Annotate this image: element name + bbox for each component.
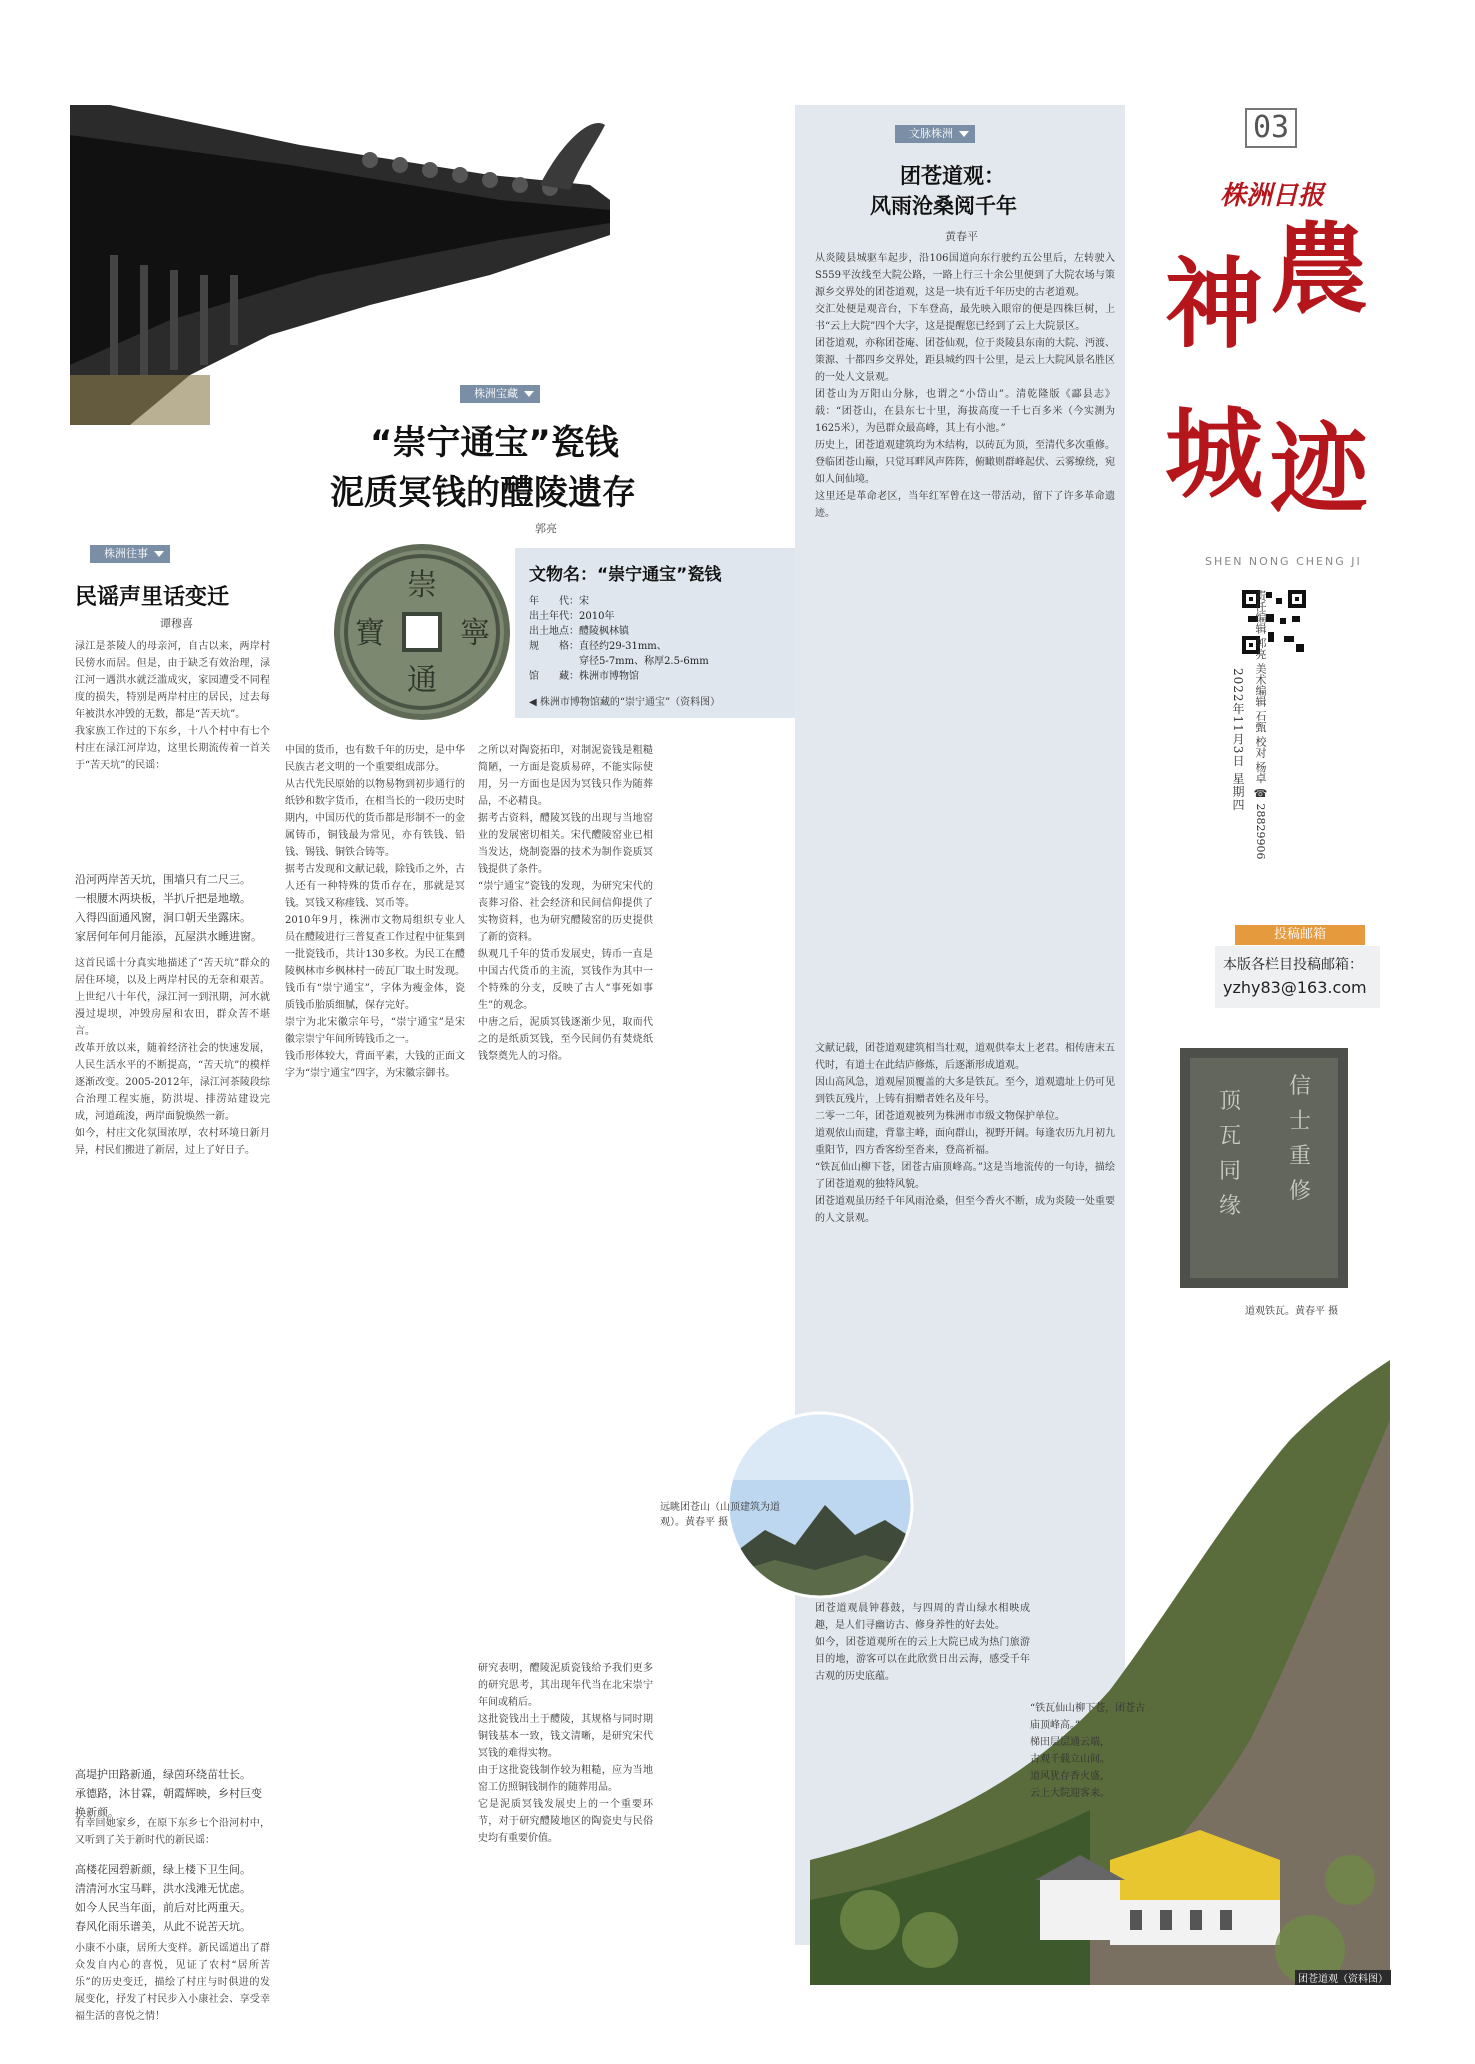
page-number: 03 [1245,108,1297,148]
paper-name-logo: 株洲日报 [1220,181,1325,211]
folk-poem-3: 高楼花园碧新颜，绿上楼下卫生间。 清清河水宝马畔，洪水浅滩无忧虑。 如今人民当年面，前后对比两重天。 春风化雨乐谱美，从此不说苦天坑。 [75,1863,251,1933]
folk-intro: 渌江是茶陵人的母亲河，自古以来，两岸村民傍水而居。但是，由于缺乏有效治理，渌江河一遇洪水就泛滥成灾，家园遭受不同程度的损失，特别是两岸村庄的居民，过去每年被洪水冲毁的无数，都是“苦天坑”。 我家族工作过的下东乡，十八个村中有七个村庄在渌江河岸边，这里长期流传着一首关于“苦天坑”的民谣： [75,641,270,771]
coin-char-bottom: 通 [407,663,437,698]
coin-body-col2: 之所以对陶瓷拓印，对制泥瓷钱是粗糙简陋，一方面是瓷质易碎，不能实际使用，另一方面也是因为冥钱只作为随葬品，不必精良。 据考古资料，醴陵冥钱的出现与当地窑业的发展密切相关。宋代醴陵窑业已相当发达，烧制瓷器的技术为制作瓷质冥钱提供了条件。 “崇宁通宝”瓷钱的发现，为研究宋代的丧葬习俗、社会经济和民间信仰提供了实物资料，也为研究醴陵窑的历史提供了新的资料。 纵观几千年的货币发展史，铸币一直是中国古代货币的主流，冥钱作为其中一个特殊的分支，反映了古人“事死如事生”的观念。 中唐之后，泥质冥钱逐渐少见，取而代之的是纸质冥钱，至今民间仍有焚烧纸钱祭奠先人的习俗。 [478,745,653,1062]
folk-article-tag: 株洲往事 [90,545,170,563]
coin-photo [330,540,515,725]
submission-label: 投稿邮箱 [1235,925,1365,945]
folk-body-2: 有幸回她家乡，在原下东乡七个沿河村中，又听到了关于新时代的新民谣： [75,1818,270,1846]
folk-article-author: 谭穆喜 [160,617,193,630]
folk-poem-2: 高堤护田路新通，绿茵环绕苗壮长。 承德路，沐甘霖，朝霞辉映，乡村巨变换新颜。 [75,1768,262,1819]
relic-row: 出土年代：2010年 [529,611,615,622]
tile-char: 顶 [1218,1089,1242,1114]
section-title-char: 城 [1165,397,1264,512]
tile-char: 修 [1288,1179,1312,1204]
folk-body-1: 这首民谣十分真实地描述了“苦天坑”群众的居住环境，以及上两岸村民的无奈和艰苦。上世纪八十年代，渌江河一到汛期，河水就漫过堤坝，冲毁房屋和农田，群众苦不堪言。 改革开放以来，随着经济社会的快速发展，人民生活水平的不断提高，“苦天坑”的模样逐渐改变。2005-2012年，渌江河茶陵段综合治理工程实施，防洪堤、排涝站建设完成，河道疏浚，两岸面貌焕然一新。 如今，村庄文化氛围浓厚，农村环境日新月异，村民们搬进了新居，过上了好日子。 [75,958,270,1156]
tile-char: 信 [1288,1074,1312,1099]
coin-caption: ◀ 株洲市博物馆藏的“崇宁通宝”（资料图） [529,697,721,708]
tile-char: 士 [1288,1109,1312,1134]
relic-row: 出土地点：醴陵枫林镇 [529,626,629,637]
mountain-caption: 远眺团苍山（山顶建筑为道观）。黄春平 摄 [660,1502,780,1528]
iron-tile-caption: 道观铁瓦。黄春平 摄 [1245,1306,1339,1317]
section-pinyin: SHEN NONG CHENG JI [1205,555,1362,568]
submission-text: 本版各栏目投稿邮箱： [1223,957,1363,973]
temple-title-line1: 团苍道观： [900,164,1005,188]
folk-body-3: 小康不小康，居所大变样。新民谣道出了群众发自内心的喜悦，见证了农村“居所苦乐”的历史变迁，描绘了村庄与时俱进的发展变化，抒发了村民步入小康社会、享受幸福生活的喜悦之情！ [75,1943,270,2022]
date-line: 2022年11月3日 星期四 [1231,668,1245,812]
temple-photo [810,1360,1390,1985]
relic-row: 年 代：宋 [529,596,589,607]
coin-body-col1: 中国的货币，也有数千年的历史，是中华民族古老文明的一个重要组成部分。 从古代先民原始的以物易物到初步通行的纸钞和数字货币，在相当长的一段历史时期内，中国历代的货币都是形制不一的金属铸币，铜钱最为常见，亦有铁钱、铅钱、锡钱、铜铁合铸等。 据考古发现和文献记载，除钱币之外，古人还有一种特殊的货币存在，那就是冥钱。冥钱又称瘗钱、冥币等。 2010年9月，株洲市文物局组织专业人员在醴陵进行三普复查工作过程中征集到一批瓷钱币，共计130多枚。为民工在醴陵枫林市乡枫林村一砖瓦厂取土时发现。钱币有“崇宁通宝”，字体为瘦金体，瓷质钱币胎质细腻，保存完好。 崇宁为北宋徽宗年号，“崇宁通宝”是宋徽宗崇宁年间所铸钱币之一。 钱币形体较大，背面平素，大钱的正面文字为“崇宁通宝”四字，为宋徽宗御书。 [285,745,465,1079]
coin-char-right: 寧 [460,616,490,651]
temple-author: 黄春平 [945,230,978,243]
editors-line: 责任编辑 郭亮 美术编辑 石甄 校对 杨卓 ☎ 28829906 [1254,590,1267,860]
section-title-char: 神 [1165,247,1264,362]
section-title-char: 迹 [1270,412,1369,527]
relic-title: 文物名：“崇宁通宝”瓷钱 [529,565,722,585]
relic-info-box [515,548,815,718]
coin-article-author: 郭亮 [535,522,557,535]
coin-article-title-line1: “崇宁通宝”瓷钱 [370,423,619,463]
roof-photo [70,105,610,425]
temple-title-line2: 风雨沧桑阅千年 [870,194,1017,218]
coin-body-col3: 研究表明，醴陵泥质瓷钱给予我们更多的研究思考，其出现年代当在北宋崇宁年间或稍后。 这批瓷钱出土于醴陵，其规格与同时期铜钱基本一致，钱文清晰，是研究宋代冥钱的难得实物。 由于这批瓷钱制作较为粗糙，应为当地窑工仿照铜钱制作的随葬用品。 它是泥质冥钱发展史上的一个重要环节，对于研究醴陵地区的陶瓷史与民俗史均有重要价值。 [478,1663,653,1844]
tile-char: 重 [1288,1144,1312,1169]
submission-email: yzhy83@163.com [1223,978,1367,997]
coin-article-tag: 株洲宝藏 [460,385,540,403]
temple-body-col3: 团苍道观晨钟暮鼓，与四周的青山绿水相映成趣，是人们寻幽访古、修身养性的好去处。 如今，团苍道观所在的云上大院已成为热门旅游目的地，游客可以在此欣赏日出云海，感受千年古观的历史底蕴。 [815,1603,1030,1682]
tile-char: 同 [1218,1159,1242,1184]
relic-row: 穿径5-7mm、称厚2.5-6mm [529,656,709,667]
section-title-char: 農 [1270,212,1369,327]
tile-char: 瓦 [1218,1124,1242,1149]
relic-row: 馆 藏：株洲市博物馆 [529,671,639,682]
qr-code [1240,588,1308,656]
temple-article-tag: 文脉株洲 [895,125,975,143]
folk-article-title: 民谣声里话变迁 [75,585,230,610]
temple-photo-caption: 团苍道观（资料图） [1295,1970,1391,1985]
temple-body-col1: 从炎陵县城驱车起步，沿106国道向东行驶约五公里后，左转驶入S559平汝线至大院公路，一路上行三十余公里便到了大院农场与策源乡交界处的团苍道观，这是一块有近千年历史的古老道观。 交汇处便是观音台，下车登高，最先映入眼帘的便是四株巨树，上书“云上大院”四个大字，这是提醒您已经到了云上大院景区。 团苍道观，亦称团苍庵、团苍仙观，位于炎陵县东南的大院、沔渡、策源、十都四乡交界处，距县城约四十公里，是云上大院风景名胜区的一处人文景观。 团苍山为万阳山分脉，也谓之“小岱山”。清乾隆版《酃县志》载：“团苍山，在县东七十里，海拔高度一千七百多米（今实测为1625米），为邑群众最高峰，其上有小池。” 历史上，团苍道观建筑均为木结构，以砖瓦为顶，至清代多次重修。 登临团苍山巅，只觉耳畔风声阵阵，俯瞰则群峰起伏、云雾缭绕，宛如人间仙境。 这里还是革命老区，当年红军曾在这一带活动，留下了许多革命遗迹。 [815,253,1115,519]
temple-right-poem: “铁瓦仙山柳下苍，团苍古庙顶峰高。” 梯田层层通云端， 古观千载立山间。 道风犹存香火盛， 云上大院迎客来。 [1030,1703,1146,1799]
tile-char: 缘 [1218,1194,1242,1219]
folk-poem-1: 沿河两岸苦天坑，围墙只有二尺三。 一根腰木两块板，半扒斤把是地墩。 入得四面通风窗，洞口朝天坐露床。 家居何年何月能添，瓦屋洪水睡进窗。 [75,873,262,943]
coin-article-title-line2: 泥质冥钱的醴陵遗存 [330,473,636,513]
temple-body-col2: 文献记载，团苍道观建筑相当壮观，道观供奉太上老君。相传唐末五代时，有道士在此结庐修炼，后逐渐形成道观。 因山高风急，道观屋顶覆盖的大多是铁瓦。至今，道观遗址上仍可见到铁瓦残片，上铸有捐赠者姓名及年号。 二零一二年，团苍道观被列为株洲市市级文物保护单位。 道观依山而建，背靠主峰，面向群山，视野开阔。每逢农历九月初九重阳节，四方香客纷至沓来，登高祈福。 “铁瓦仙山柳下苍，团苍古庙顶峰高。”这是当地流传的一句诗，描绘了团苍道观的独特风貌。 团苍道观虽历经千年风雨沧桑，但至今香火不断，成为炎陵一处重要的人文景观。 [815,1043,1115,1224]
coin-char-left: 寶 [355,616,385,651]
submission-box [1215,946,1380,1008]
relic-row: 规 格：直径约29-31mm、 [529,641,667,652]
iron-tile-photo [1180,1048,1348,1288]
coin-char-top: 崇 [407,568,437,603]
